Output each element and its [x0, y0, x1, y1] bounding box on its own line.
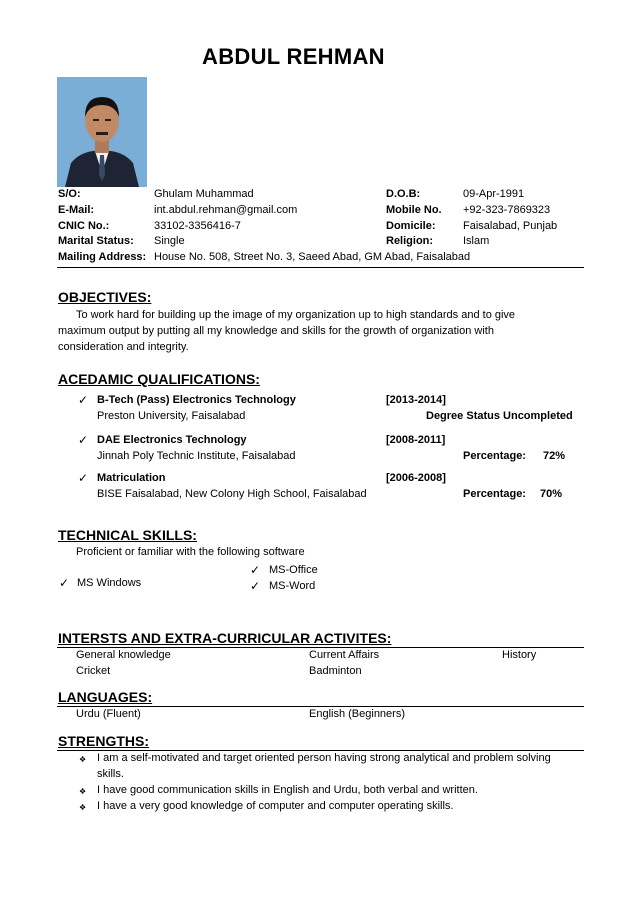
interest-item: Badminton [309, 665, 362, 677]
header-divider [57, 267, 584, 268]
skill-ms-office: MS-Office [269, 564, 318, 576]
religion-label: Religion: [386, 235, 434, 247]
check-icon: ✓ [78, 433, 89, 447]
interests-divider [57, 647, 584, 648]
interest-item: General knowledge [76, 649, 171, 661]
check-icon: ✓ [250, 579, 261, 593]
interest-item: History [502, 649, 537, 661]
interests-title: INTERSTS AND EXTRA-CURRICULAR ACTIVITES: [58, 630, 392, 646]
objectives-line-1: To work hard for building up the image of my organization up to high standards and to give [76, 309, 516, 321]
check-icon: ✓ [250, 563, 261, 577]
academic-title: ACEDAMIC QUALIFICATIONS: [58, 371, 260, 387]
person-photo-icon [57, 77, 147, 187]
email-value: int.abdul.rehman@gmail.com [154, 204, 298, 216]
degree-3-percentage-label: Percentage: [463, 488, 526, 500]
degree-1: B-Tech (Pass) Electronics Technology [97, 394, 296, 406]
diamond-bullet-icon: ❖ [79, 755, 87, 764]
degree-3: Matriculation [97, 472, 166, 484]
cnic-label: CNIC No.: [58, 220, 110, 232]
address-value: House No. 508, Street No. 3, Saeed Abad, GM Abad, Faisalabad [154, 251, 471, 263]
degree-2-years: [2008-2011] [386, 434, 446, 446]
strength-1-line-1: I am a self-motivated and target oriented person having strong analytical and problem solving [97, 752, 551, 764]
address-label: Mailing Address: [58, 251, 147, 263]
profile-photo [57, 77, 147, 187]
languages-divider [57, 706, 584, 707]
degree-3-institute: BISE Faisalabad, New Colony High School, Faisalabad [97, 488, 367, 500]
strengths-divider [57, 750, 584, 751]
interest-item: Current Affairs [309, 649, 380, 661]
check-icon: ✓ [78, 471, 89, 485]
dob-label: D.O.B: [386, 188, 421, 200]
skill-ms-windows: MS Windows [77, 577, 142, 589]
mobile-value: +92-323-7869323 [463, 204, 551, 216]
objectives-line-3: consideration and integrity. [58, 341, 189, 353]
objectives-line-2: maximum output by putting all my knowledge and skills for the growth of organization with [58, 325, 494, 337]
diamond-bullet-icon: ❖ [79, 787, 87, 796]
strength-1-line-2: skills. [97, 768, 124, 780]
email-label: E-Mail: [58, 204, 95, 216]
marital-value: Single [154, 235, 185, 247]
degree-1-status: Degree Status Uncompleted [426, 410, 573, 422]
strength-2: I have good communication skills in English and Urdu, both verbal and written. [97, 784, 478, 796]
degree-2-institute: Jinnah Poly Technic Institute, Faisalabad [97, 450, 296, 462]
check-icon: ✓ [78, 393, 89, 407]
degree-3-percentage: 70% [540, 488, 563, 500]
resume-name: ABDUL REHMAN [202, 44, 385, 69]
cnic-value: 33102-3356416-7 [154, 220, 241, 232]
degree-2: DAE Electronics Technology [97, 434, 247, 446]
degree-1-years: [2013-2014] [386, 394, 446, 406]
interest-item: Cricket [76, 665, 111, 677]
objectives-title: OBJECTIVES: [58, 289, 152, 305]
degree-2-percentage: 72% [543, 450, 566, 462]
degree-2-percentage-label: Percentage: [463, 450, 526, 462]
religion-value: Islam [463, 235, 490, 247]
check-icon: ✓ [59, 576, 70, 590]
marital-label: Marital Status: [58, 235, 134, 247]
language-item: Urdu (Fluent) [76, 708, 141, 720]
technical-title: TECHNICAL SKILLS: [58, 527, 197, 543]
technical-intro: Proficient or familiar with the following software [76, 546, 305, 558]
so-value: Ghulam Muhammad [154, 188, 254, 200]
degree-3-years: [2006-2008] [386, 472, 446, 484]
domicile-label: Domicile: [386, 220, 436, 232]
domicile-value: Faisalabad, Punjab [463, 220, 558, 232]
languages-title: LANGUAGES: [58, 689, 153, 705]
so-label: S/O: [58, 188, 81, 200]
strength-3: I have a very good knowledge of computer and computer operating skills. [97, 800, 454, 812]
diamond-bullet-icon: ❖ [79, 803, 87, 812]
degree-1-institute: Preston University, Faisalabad [97, 410, 246, 422]
skill-ms-word: MS-Word [269, 580, 316, 592]
mobile-label: Mobile No. [386, 204, 442, 216]
strengths-title: STRENGTHS: [58, 733, 149, 749]
language-item: English (Beginners) [309, 708, 405, 720]
dob-value: 09-Apr-1991 [463, 188, 525, 200]
